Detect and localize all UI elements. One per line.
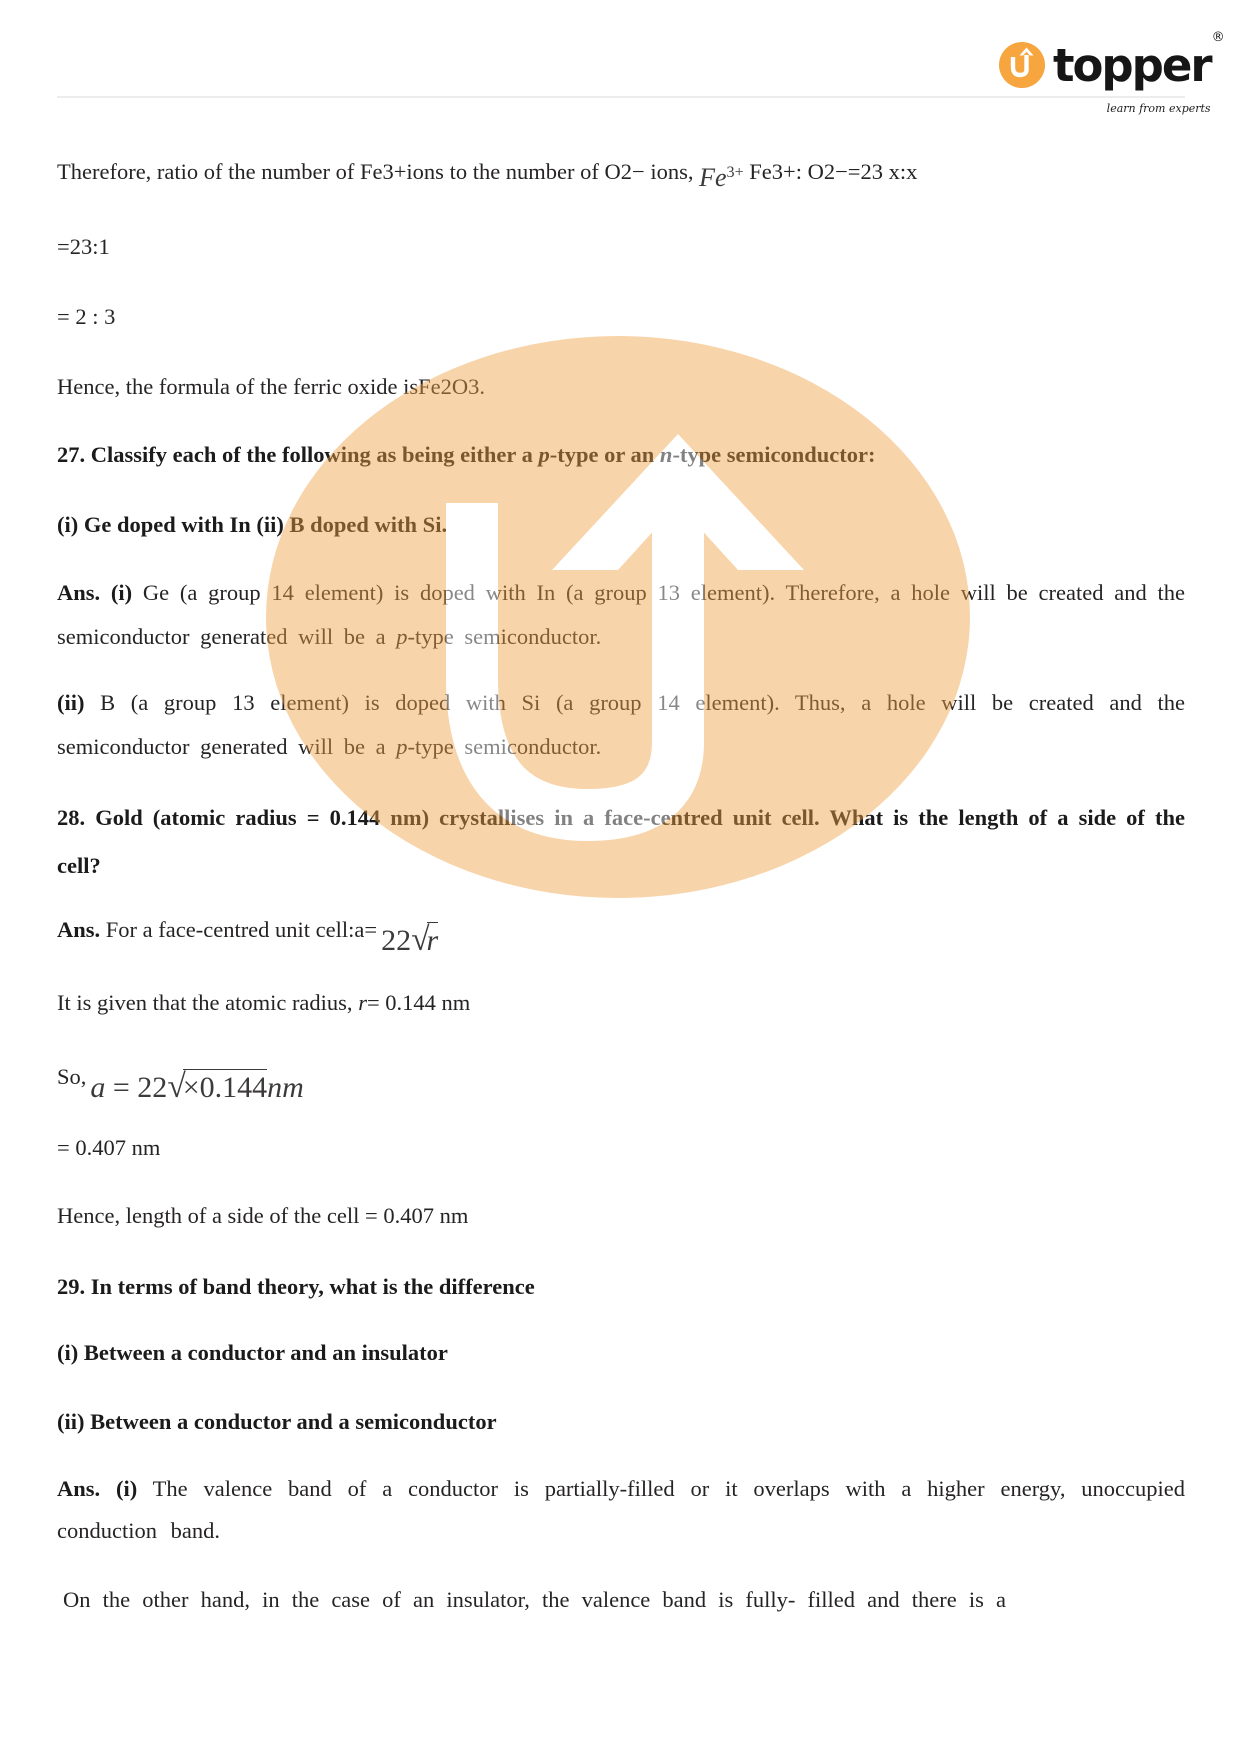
logo-tagline: learn from experts	[1106, 102, 1211, 115]
utopper-logo-mark-icon	[998, 41, 1046, 89]
answer-28-result: = 0.407 nm	[57, 1135, 161, 1160]
answer-27-part-ii: (ii) B (a group 13 element) is doped with Si (a group 14 element). Thus, a hole will be created and the semiconductor generated will be a p-type semiconductor.	[57, 690, 1185, 759]
header-divider	[57, 96, 1185, 98]
paragraph-ratio-value: =23:1	[57, 234, 110, 259]
registered-trademark-symbol: ®	[1211, 30, 1225, 45]
paragraph-ratio: Therefore, ratio of the number of Fe3+ions to the number of O2− ions, $Fe^{3+}$ Fe3+: O2−=23 x:x	[57, 159, 918, 192]
question-27-heading: 27. Classify each of the following as being either a p-type or an n-type semiconductor:	[57, 442, 876, 467]
utopper-logo	[998, 30, 1225, 115]
answer-29-part-i: Ans. (i) The valence band of a conductor is partially-filled or it overlaps with a higher energy, unoccupied conduction band.	[57, 1476, 1185, 1543]
answer-28-substitution-line: So, a = 22√×0.144nm	[57, 1064, 304, 1105]
answer-27-part-i: Ans. (i) Ge (a group 14 element) is doped with In (a group 13 element). Therefore, a hole will be created and the semiconductor generated will be a p-type semiconductor.	[57, 580, 1185, 649]
question-29-part-ii: (ii) Between a conductor and a semiconductor	[57, 1409, 497, 1434]
question-28-heading: 28. Gold (atomic radius = 0.144 nm) crystallises in a face-centred unit cell. What is the length of a side of the cell?	[57, 805, 1185, 878]
answer-28-conclusion: Hence, length of a side of the cell = 0.407 nm	[57, 1203, 469, 1228]
paragraph-formula-conclusion: Hence, the formula of the ferric oxide isFe2O3.	[57, 374, 485, 399]
face-centred-cell-formula: 22√r	[381, 921, 439, 958]
fe3-plus-formula: $Fe^{3+}$	[699, 163, 744, 192]
lattice-parameter-formula: a = 22√×0.144nm	[90, 1068, 304, 1105]
paragraph-ratio-result: = 2 : 3	[57, 304, 116, 329]
answer-28-given-line: It is given that the atomic radius, r= 0.144 nm	[57, 990, 471, 1015]
question-29-part-i: (i) Between a conductor and an insulator	[57, 1340, 448, 1365]
answer-29-insulator-line: On the other hand, in the case of an insulator, the valence band is fully- filled and there is a	[63, 1587, 1006, 1612]
logo-wordmark: topper	[1053, 38, 1211, 92]
question-29-heading: 29. In terms of band theory, what is the difference	[57, 1274, 535, 1299]
answer-28-formula-line: Ans. For a face-centred unit cell:a= 22√r	[57, 917, 439, 958]
question-27-subparts: (i) Ge doped with In (ii) B doped with Si.	[57, 512, 448, 537]
